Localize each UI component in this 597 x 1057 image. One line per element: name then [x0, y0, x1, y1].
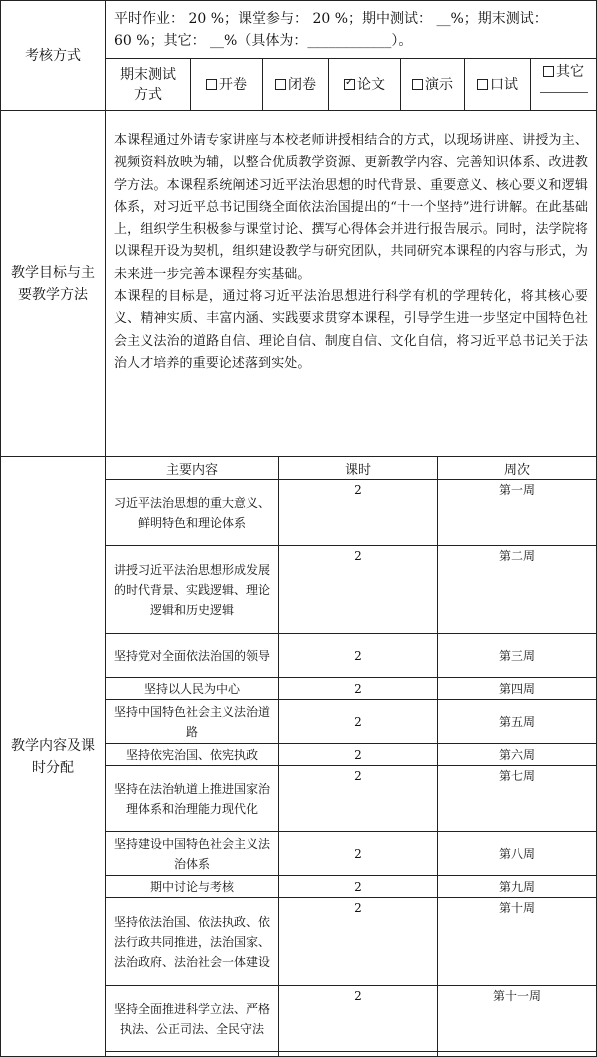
other-blank-line [540, 92, 588, 93]
cell-content: 坚持依宪治国、依宪执政 [125, 748, 258, 762]
cell-hours: 2 [354, 649, 362, 663]
cell-content: 坚持中国特色社会主义法治道路 [114, 705, 271, 739]
assessment-weights [114, 8, 592, 52]
option-presentation[interactable]: 演示 [401, 59, 464, 110]
cell-week: 第一周 [498, 483, 535, 497]
cell-content: 讲授习近平法治思想形成发展的时代背景、实践逻辑、理论逻辑和历史逻辑 [114, 563, 271, 617]
checkbox-icon[interactable] [275, 79, 286, 90]
checked-checkbox-icon[interactable] [344, 79, 355, 90]
cell-week: 第六周 [498, 748, 535, 762]
cell-hours: 2 [354, 901, 362, 915]
header-week: 周次 [503, 462, 530, 478]
cell-hours: 2 [354, 715, 362, 729]
checkbox-icon[interactable] [412, 79, 423, 90]
cell-hours: 2 [354, 748, 362, 762]
cell-week: 第五周 [498, 715, 535, 729]
assessment-line-2: 60 %；其它： __%（具体为：____________）。 [114, 33, 413, 49]
goals-label: 教学目标与主要教学方法 [11, 264, 95, 303]
cell-hours: 2 [354, 549, 362, 563]
cell-week: 第九周 [498, 880, 535, 894]
option-closed-book[interactable]: 闭卷 [263, 59, 328, 110]
goals-paragraph-1: 本课程通过外请专家讲座与本校老师讲授相结合的方式，以现场讲座、讲授为主、视频资料放映为辅，以整合优质教学资源、更新教学内容、完善知识体系、改进教学方法。本课程系统阐述习近平法治思想的时代背景、重要意义、核心要义和逻辑体系，对习近平总书记围绕全面依法治国提出的“十一个坚持”进行讲解。在此基础上，组织学生积极参与课堂讨论、撰写心得体会并进行报告展示。同时，法学院将以课程开设为契机，组织建设教学与研究团队，共同研究本课程的内容与形式，为未来进一步完善本课程夯实基础。 [114, 133, 588, 282]
header-content: 主要内容 [165, 462, 218, 478]
cell-hours: 2 [354, 682, 362, 696]
cell-week: 第十周 [498, 901, 535, 915]
goals-paragraph-2: 本课程的目标是，通过将习近平法治思想进行科学有机的学理转化，将其核心要义、精神实质、丰富内涵、实践要求贯穿本课程，引导学生进一步坚定中国特色社会主义法治的道路自信、理论自信、制度自信、文化自信，将习近平总书记关于法治人才培养的重要论述落到实处。 [114, 289, 588, 371]
cell-content: 坚持在法治轨道上推进国家治理体系和治理能力现代化 [114, 782, 271, 816]
cell-content: 坚持建设中国特色社会主义法治体系 [114, 837, 271, 871]
cell-hours: 2 [354, 769, 362, 783]
cell-content: 期中讨论与考核 [149, 880, 234, 894]
cell-hours: 2 [354, 880, 362, 894]
header-hours: 课时 [344, 462, 371, 478]
checkbox-icon[interactable] [543, 66, 554, 77]
cell-week: 第四周 [498, 682, 535, 696]
cell-week: 第十一周 [492, 989, 541, 1003]
cell-content: 习近平法治思想的重大意义、鲜明特色和理论体系 [114, 496, 271, 530]
cell-content: 坚持以人民为中心 [143, 682, 240, 696]
cell-hours: 2 [354, 989, 362, 1003]
schedule-label: 教学内容及课时分配 [11, 737, 95, 776]
cell-week: 第三周 [498, 649, 535, 663]
checkbox-icon[interactable] [206, 79, 217, 90]
option-other[interactable]: 其它 [531, 62, 596, 110]
cell-hours: 2 [354, 483, 362, 497]
cell-week: 第二周 [498, 549, 535, 563]
cell-week: 第八周 [498, 847, 535, 861]
assessment-line-1: 平时作业： 20 %；课堂参与： 20 %；期中测试： __%；期末测试： [114, 11, 548, 27]
cell-content: 坚持全面推进科学立法、严格执法、公正司法、全民守法 [114, 1002, 271, 1036]
goals-text [114, 130, 588, 375]
option-thesis[interactable]: ✓ 论文 [329, 59, 400, 110]
cell-hours: 2 [354, 847, 362, 861]
checkbox-icon[interactable] [477, 79, 488, 90]
table-row-divider [105, 1051, 597, 1052]
cell-content: 坚持党对全面依法治国的领导 [114, 649, 271, 663]
assessment-label: 考核方式 [25, 47, 81, 64]
cell-content: 坚持依法治国、依法执政、依法行政共同推进，法治国家、法治政府、法治社会一体建设 [114, 915, 271, 969]
option-oral[interactable]: 口试 [465, 59, 530, 110]
final-exam-method-label: 期末测试方式 [120, 66, 176, 103]
cell-week: 第七周 [498, 769, 535, 783]
option-open-book[interactable]: 开卷 [191, 59, 262, 110]
